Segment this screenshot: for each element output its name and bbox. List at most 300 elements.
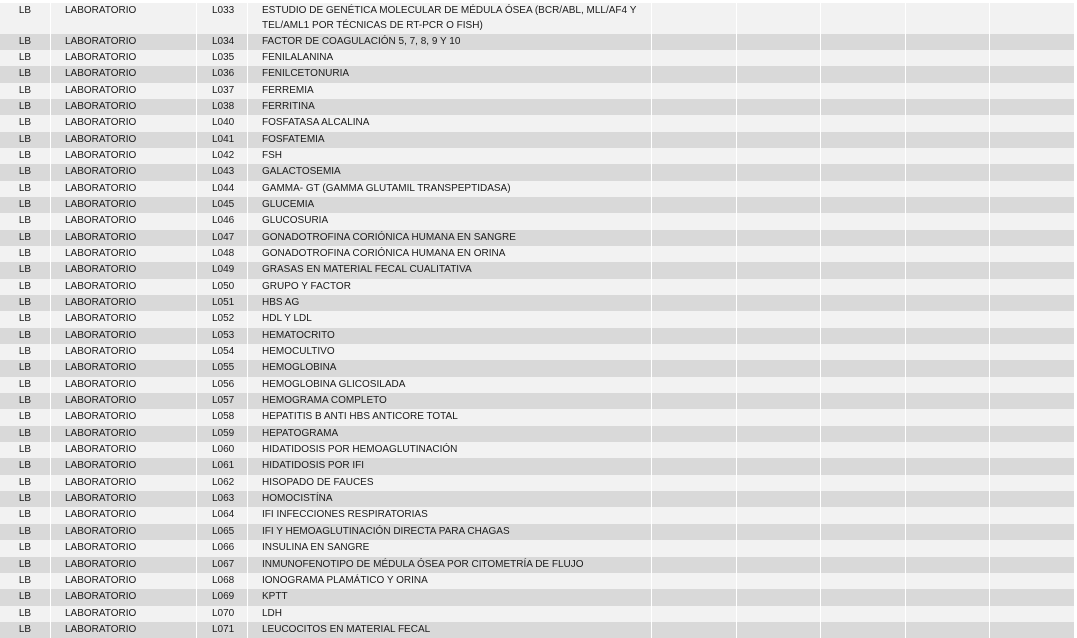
cell-descripcion: GAMMA- GT (GAMMA GLUTAMIL TRANSPEPTIDASA) [248, 181, 652, 197]
cell-tipo: LB [0, 181, 51, 197]
cell-empty [652, 606, 737, 622]
cell-empty [906, 213, 990, 229]
cell-area: LABORATORIO [51, 344, 197, 360]
cell-descripcion: FERRITINA [248, 99, 652, 115]
table-row [0, 426, 1075, 442]
table-row [0, 557, 1075, 573]
cell-area: LABORATORIO [51, 83, 197, 99]
cell-empty [906, 50, 990, 66]
cell-empty [821, 230, 906, 246]
cell-empty [821, 148, 906, 164]
cell-empty [990, 409, 1075, 425]
cell-empty [821, 442, 906, 458]
cell-tipo: LB [0, 164, 51, 180]
cell-empty [737, 377, 821, 393]
cell-tipo: LB [0, 377, 51, 393]
table-row [0, 262, 1075, 278]
cell-tipo: LB [0, 491, 51, 507]
cell-empty [737, 295, 821, 311]
cell-descripcion: KPTT [248, 589, 652, 605]
cell-empty [652, 83, 737, 99]
cell-descripcion: HIDATIDOSIS POR HEMOAGLUTINACIÓN [248, 442, 652, 458]
cell-empty [737, 50, 821, 66]
cell-empty [906, 360, 990, 376]
cell-empty [652, 164, 737, 180]
cell-codigo: L040 [197, 115, 248, 131]
table-row [0, 475, 1075, 491]
cell-empty [821, 589, 906, 605]
cell-empty [990, 148, 1075, 164]
cell-empty [906, 279, 990, 295]
table-row [0, 279, 1075, 295]
cell-empty [652, 50, 737, 66]
cell-codigo: L033 [197, 3, 248, 34]
cell-area: LABORATORIO [51, 230, 197, 246]
cell-empty [990, 279, 1075, 295]
cell-empty [652, 295, 737, 311]
table-row [0, 573, 1075, 589]
cell-empty [906, 197, 990, 213]
cell-tipo: LB [0, 279, 51, 295]
cell-area: LABORATORIO [51, 393, 197, 409]
cell-descripcion: FENILCETONURIA [248, 66, 652, 82]
cell-empty [821, 507, 906, 523]
cell-empty [652, 475, 737, 491]
cell-tipo: LB [0, 246, 51, 262]
table-row [0, 34, 1075, 50]
cell-area: LABORATORIO [51, 524, 197, 540]
cell-empty [652, 491, 737, 507]
cell-empty [737, 573, 821, 589]
cell-codigo: L038 [197, 99, 248, 115]
cell-empty [990, 164, 1075, 180]
cell-empty [737, 34, 821, 50]
cell-empty [652, 197, 737, 213]
cell-empty [906, 99, 990, 115]
cell-empty [821, 262, 906, 278]
cell-empty [737, 491, 821, 507]
cell-empty [737, 475, 821, 491]
cell-descripcion: HDL Y LDL [248, 311, 652, 327]
cell-empty [652, 99, 737, 115]
cell-empty [906, 311, 990, 327]
cell-empty [990, 230, 1075, 246]
cell-area: LABORATORIO [51, 295, 197, 311]
cell-tipo: LB [0, 589, 51, 605]
cell-empty [821, 181, 906, 197]
cell-empty [652, 458, 737, 474]
cell-empty [990, 50, 1075, 66]
cell-empty [821, 246, 906, 262]
cell-codigo: L034 [197, 34, 248, 50]
table-body [0, 3, 1075, 638]
cell-descripcion: GRASAS EN MATERIAL FECAL CUALITATIVA [248, 262, 652, 278]
cell-empty [821, 344, 906, 360]
cell-empty [906, 491, 990, 507]
cell-empty [652, 181, 737, 197]
table-row [0, 442, 1075, 458]
cell-tipo: LB [0, 344, 51, 360]
cell-empty [990, 589, 1075, 605]
cell-descripcion: GRUPO Y FACTOR [248, 279, 652, 295]
cell-empty [821, 164, 906, 180]
cell-empty [906, 393, 990, 409]
cell-empty [737, 426, 821, 442]
table-row [0, 344, 1075, 360]
cell-empty [652, 34, 737, 50]
practice-table [0, 3, 1075, 638]
cell-empty [737, 606, 821, 622]
cell-empty [737, 99, 821, 115]
cell-empty [737, 524, 821, 540]
cell-tipo: LB [0, 213, 51, 229]
cell-area: LABORATORIO [51, 360, 197, 376]
cell-tipo: LB [0, 295, 51, 311]
cell-empty [652, 589, 737, 605]
cell-codigo: L064 [197, 507, 248, 523]
cell-area: LABORATORIO [51, 164, 197, 180]
cell-tipo: LB [0, 132, 51, 148]
cell-area: LABORATORIO [51, 426, 197, 442]
cell-tipo: LB [0, 458, 51, 474]
cell-empty [990, 491, 1075, 507]
cell-descripcion: FERREMIA [248, 83, 652, 99]
cell-tipo: LB [0, 409, 51, 425]
cell-area: LABORATORIO [51, 148, 197, 164]
cell-empty [906, 262, 990, 278]
cell-empty [737, 409, 821, 425]
cell-empty [906, 295, 990, 311]
cell-tipo: LB [0, 34, 51, 50]
cell-empty [990, 197, 1075, 213]
cell-area: LABORATORIO [51, 246, 197, 262]
cell-empty [652, 442, 737, 458]
cell-empty [990, 3, 1075, 34]
cell-empty [737, 246, 821, 262]
table-row [0, 83, 1075, 99]
cell-descripcion: IONOGRAMA PLAMÁTICO Y ORINA [248, 573, 652, 589]
cell-empty [652, 148, 737, 164]
cell-empty [990, 311, 1075, 327]
cell-area: LABORATORIO [51, 377, 197, 393]
cell-empty [906, 557, 990, 573]
cell-empty [821, 475, 906, 491]
cell-empty [990, 328, 1075, 344]
cell-descripcion: HEMATOCRITO [248, 328, 652, 344]
cell-empty [906, 246, 990, 262]
cell-descripcion: HEMOCULTIVO [248, 344, 652, 360]
cell-codigo: L057 [197, 393, 248, 409]
cell-tipo: LB [0, 311, 51, 327]
cell-area: LABORATORIO [51, 475, 197, 491]
cell-empty [737, 589, 821, 605]
cell-descripcion: LEUCOCITOS EN MATERIAL FECAL [248, 622, 652, 638]
cell-area: LABORATORIO [51, 311, 197, 327]
cell-empty [906, 181, 990, 197]
cell-empty [990, 377, 1075, 393]
cell-tipo: LB [0, 426, 51, 442]
cell-area: LABORATORIO [51, 213, 197, 229]
cell-empty [906, 458, 990, 474]
cell-empty [821, 83, 906, 99]
cell-descripcion: HIDATIDOSIS POR IFI [248, 458, 652, 474]
cell-empty [906, 524, 990, 540]
cell-empty [906, 115, 990, 131]
table-row [0, 458, 1075, 474]
cell-tipo: LB [0, 540, 51, 556]
cell-codigo: L059 [197, 426, 248, 442]
cell-area: LABORATORIO [51, 181, 197, 197]
cell-empty [906, 589, 990, 605]
cell-tipo: LB [0, 475, 51, 491]
table-row [0, 393, 1075, 409]
cell-empty [821, 295, 906, 311]
cell-empty [906, 66, 990, 82]
cell-descripcion: GLUCEMIA [248, 197, 652, 213]
cell-empty [737, 344, 821, 360]
table-row [0, 148, 1075, 164]
cell-empty [990, 34, 1075, 50]
cell-empty [821, 409, 906, 425]
cell-descripcion: ESTUDIO DE GENÉTICA MOLECULAR DE MÉDULA ÓSEA (BCR/ABL, MLL/AF4 Y TEL/AML1 POR TÉCNICAS DE RT-PCR O FISH) [248, 3, 652, 34]
cell-empty [990, 181, 1075, 197]
table-row [0, 377, 1075, 393]
cell-empty [906, 573, 990, 589]
cell-empty [906, 507, 990, 523]
cell-empty [737, 197, 821, 213]
cell-empty [652, 540, 737, 556]
cell-empty [906, 3, 990, 34]
cell-descripcion: INSULINA EN SANGRE [248, 540, 652, 556]
cell-codigo: L053 [197, 328, 248, 344]
cell-empty [906, 426, 990, 442]
cell-empty [821, 66, 906, 82]
cell-empty [821, 328, 906, 344]
cell-empty [906, 344, 990, 360]
cell-empty [906, 164, 990, 180]
cell-empty [737, 213, 821, 229]
cell-empty [652, 328, 737, 344]
cell-area: LABORATORIO [51, 262, 197, 278]
cell-empty [737, 328, 821, 344]
cell-empty [821, 426, 906, 442]
cell-empty [652, 66, 737, 82]
cell-empty [990, 295, 1075, 311]
cell-area: LABORATORIO [51, 540, 197, 556]
cell-tipo: LB [0, 262, 51, 278]
cell-descripcion: FOSFATASA ALCALINA [248, 115, 652, 131]
table-row [0, 181, 1075, 197]
cell-descripcion: HEMOGLOBINA [248, 360, 652, 376]
cell-empty [737, 507, 821, 523]
cell-empty [652, 393, 737, 409]
cell-empty [652, 360, 737, 376]
cell-empty [821, 606, 906, 622]
cell-empty [737, 66, 821, 82]
cell-tipo: LB [0, 328, 51, 344]
cell-empty [737, 181, 821, 197]
cell-codigo: L054 [197, 344, 248, 360]
cell-descripcion: FENILALANINA [248, 50, 652, 66]
cell-empty [652, 279, 737, 295]
cell-descripcion: HISOPADO DE FAUCES [248, 475, 652, 491]
cell-codigo: L062 [197, 475, 248, 491]
cell-descripcion: GALACTOSEMIA [248, 164, 652, 180]
cell-empty [906, 132, 990, 148]
cell-empty [906, 377, 990, 393]
cell-descripcion: FACTOR DE COAGULACIÓN 5, 7, 8, 9 Y 10 [248, 34, 652, 50]
cell-empty [652, 115, 737, 131]
cell-codigo: L071 [197, 622, 248, 638]
cell-codigo: L055 [197, 360, 248, 376]
cell-empty [990, 99, 1075, 115]
cell-tipo: LB [0, 3, 51, 34]
table-row [0, 540, 1075, 556]
cell-codigo: L045 [197, 197, 248, 213]
table-row [0, 132, 1075, 148]
cell-descripcion: IFI Y HEMOAGLUTINACIÓN DIRECTA PARA CHAGAS [248, 524, 652, 540]
cell-empty [821, 213, 906, 229]
cell-tipo: LB [0, 50, 51, 66]
cell-codigo: L065 [197, 524, 248, 540]
table-row [0, 328, 1075, 344]
table-row [0, 3, 1075, 34]
cell-codigo: L036 [197, 66, 248, 82]
cell-empty [652, 311, 737, 327]
table-row [0, 66, 1075, 82]
table-row [0, 507, 1075, 523]
cell-empty [737, 279, 821, 295]
cell-empty [990, 507, 1075, 523]
cell-codigo: L047 [197, 230, 248, 246]
cell-empty [821, 573, 906, 589]
cell-empty [737, 540, 821, 556]
cell-area: LABORATORIO [51, 409, 197, 425]
cell-empty [906, 540, 990, 556]
cell-area: LABORATORIO [51, 99, 197, 115]
cell-tipo: LB [0, 524, 51, 540]
cell-codigo: L041 [197, 132, 248, 148]
cell-empty [737, 3, 821, 34]
cell-empty [990, 66, 1075, 82]
cell-empty [906, 34, 990, 50]
cell-empty [990, 360, 1075, 376]
cell-codigo: L066 [197, 540, 248, 556]
cell-codigo: L050 [197, 279, 248, 295]
cell-empty [737, 148, 821, 164]
cell-empty [737, 230, 821, 246]
cell-empty [652, 213, 737, 229]
cell-descripcion: FOSFATEMIA [248, 132, 652, 148]
cell-tipo: LB [0, 442, 51, 458]
cell-area: LABORATORIO [51, 279, 197, 295]
cell-codigo: L067 [197, 557, 248, 573]
cell-empty [990, 442, 1075, 458]
cell-empty [737, 83, 821, 99]
cell-empty [990, 213, 1075, 229]
cell-codigo: L035 [197, 50, 248, 66]
cell-empty [652, 557, 737, 573]
cell-empty [990, 262, 1075, 278]
cell-area: LABORATORIO [51, 507, 197, 523]
cell-empty [821, 458, 906, 474]
cell-codigo: L046 [197, 213, 248, 229]
cell-tipo: LB [0, 148, 51, 164]
cell-area: LABORATORIO [51, 132, 197, 148]
cell-empty [652, 377, 737, 393]
cell-empty [821, 99, 906, 115]
cell-tipo: LB [0, 99, 51, 115]
cell-tipo: LB [0, 622, 51, 638]
cell-codigo: L063 [197, 491, 248, 507]
cell-empty [652, 426, 737, 442]
cell-area: LABORATORIO [51, 557, 197, 573]
cell-empty [652, 3, 737, 34]
cell-area: LABORATORIO [51, 197, 197, 213]
cell-empty [821, 393, 906, 409]
table-row [0, 589, 1075, 605]
cell-empty [737, 164, 821, 180]
cell-empty [652, 573, 737, 589]
cell-area: LABORATORIO [51, 573, 197, 589]
cell-empty [906, 606, 990, 622]
table-row [0, 295, 1075, 311]
cell-empty [906, 442, 990, 458]
cell-descripcion: HBS AG [248, 295, 652, 311]
cell-area: LABORATORIO [51, 442, 197, 458]
cell-empty [821, 34, 906, 50]
cell-codigo: L056 [197, 377, 248, 393]
cell-descripcion: HOMOCISTÍNA [248, 491, 652, 507]
cell-empty [737, 311, 821, 327]
cell-descripcion: LDH [248, 606, 652, 622]
cell-empty [821, 197, 906, 213]
cell-area: LABORATORIO [51, 66, 197, 82]
table-row [0, 524, 1075, 540]
cell-empty [821, 524, 906, 540]
cell-tipo: LB [0, 393, 51, 409]
cell-codigo: L061 [197, 458, 248, 474]
cell-empty [652, 246, 737, 262]
cell-codigo: L048 [197, 246, 248, 262]
cell-empty [821, 491, 906, 507]
cell-empty [652, 409, 737, 425]
cell-area: LABORATORIO [51, 115, 197, 131]
cell-empty [990, 557, 1075, 573]
cell-empty [990, 344, 1075, 360]
cell-codigo: L042 [197, 148, 248, 164]
cell-empty [737, 132, 821, 148]
cell-empty [990, 524, 1075, 540]
cell-area: LABORATORIO [51, 606, 197, 622]
cell-area: LABORATORIO [51, 589, 197, 605]
cell-empty [737, 115, 821, 131]
cell-empty [821, 377, 906, 393]
cell-empty [737, 458, 821, 474]
cell-codigo: L060 [197, 442, 248, 458]
cell-descripcion: GONADOTROFINA CORIÓNICA HUMANA EN SANGRE [248, 230, 652, 246]
table-row [0, 164, 1075, 180]
cell-area: LABORATORIO [51, 491, 197, 507]
cell-empty [990, 458, 1075, 474]
table-row [0, 99, 1075, 115]
cell-empty [821, 50, 906, 66]
cell-empty [652, 344, 737, 360]
cell-descripcion: HEMOGLOBINA GLICOSILADA [248, 377, 652, 393]
cell-codigo: L049 [197, 262, 248, 278]
cell-empty [652, 230, 737, 246]
cell-empty [821, 132, 906, 148]
